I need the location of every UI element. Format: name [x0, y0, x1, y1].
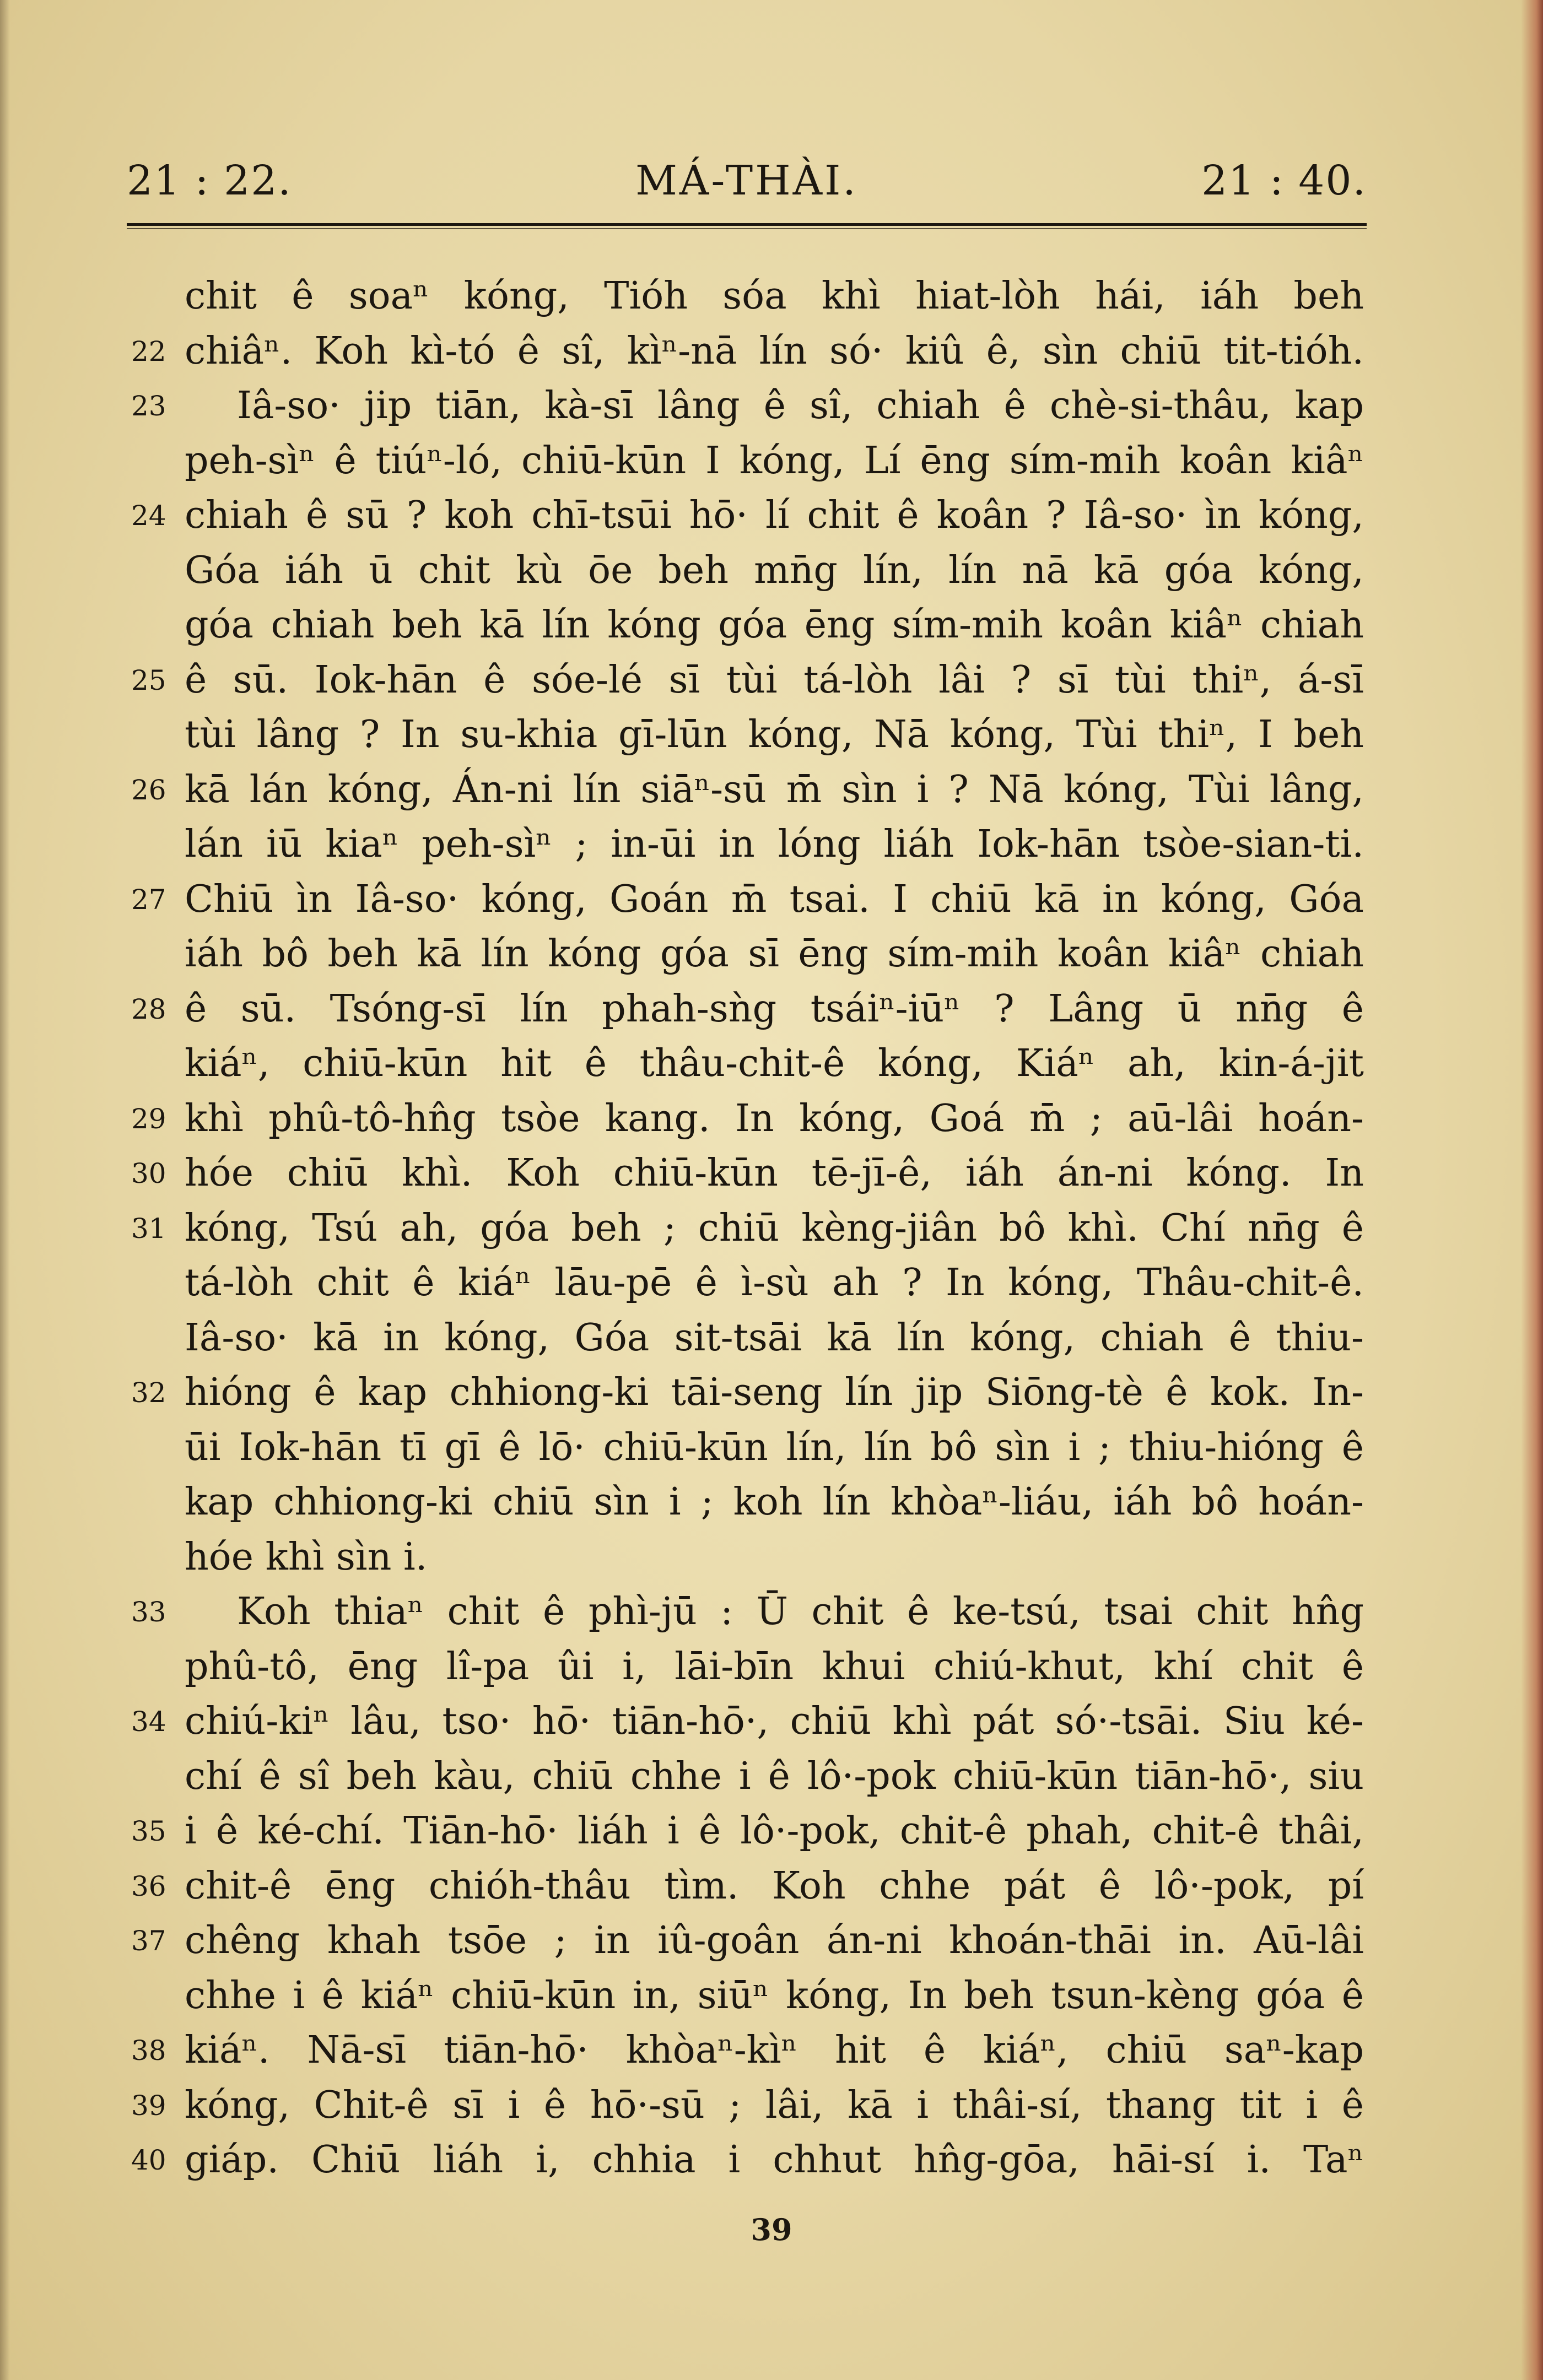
text-line: chhe i ê kiáⁿ chiū-kūn in, siūⁿ kóng, In beh tsun-kèng góa ê	[185, 1974, 1364, 2017]
text-line: iáh bô beh kā lín kóng góa sī ēng sím-mih koân kiâⁿ chiah	[185, 932, 1364, 976]
verse-number	[131, 1421, 181, 1476]
text-line: lán iū kiaⁿ peh-sìⁿ ; in-ūi in lóng liáh Iok-hān tsòe-sian-ti.	[185, 823, 1364, 866]
page-edge	[1521, 0, 1543, 2380]
verse-number	[131, 1750, 181, 1805]
verse-number: 30	[131, 1157, 166, 1189]
text-line: chiah ê sū ? koh chī-tsūi hō· lí chit ê koân ? Iâ-so· ìn kóng,	[185, 494, 1364, 537]
verse-number: 28	[131, 993, 166, 1025]
verse-number: 32	[131, 1377, 166, 1409]
verse-number	[131, 1531, 181, 1586]
verse-number: 31	[131, 1213, 166, 1245]
verse-number: 26	[131, 774, 166, 806]
verse-number: 23	[131, 390, 166, 422]
verse-number	[131, 544, 181, 599]
text-line: tá-lòh chit ê kiáⁿ lāu-pē ê ì-sù ah ? In kóng, Thâu-chit-ê.	[185, 1261, 1364, 1305]
text-line: ê sū. Iok-hān ê sóe-lé sī tùi tá-lòh lâi ? sī tùi thiⁿ, á-sī	[185, 658, 1364, 702]
text-line: hóe khì sìn i.	[185, 1535, 428, 1579]
text-line: kiáⁿ. Nā-sī tiān-hō· khòaⁿ-kìⁿ hit ê kiáⁿ, chiū saⁿ-kap	[185, 2029, 1364, 2072]
verse-number	[131, 1641, 181, 1696]
page-number: 39	[751, 2212, 792, 2247]
verse-number	[131, 1312, 181, 1367]
verse-number: 25	[131, 664, 166, 696]
verse-number: 39	[131, 2090, 166, 2122]
verse-number	[131, 1037, 181, 1092]
verse-number	[131, 599, 181, 654]
verse-number	[131, 1257, 181, 1312]
page-gutter-shadow	[0, 0, 10, 2380]
header-book-title: MÁ-THÀI.	[635, 157, 858, 204]
text-line: hóe chiū khì. Koh chiū-kūn tē-jī-ê, iáh án-ni kóng. In	[185, 1151, 1364, 1195]
text-line: kiáⁿ, chiū-kūn hit ê thâu-chit-ê kóng, Kiáⁿ ah, kin-á-jit	[185, 1042, 1364, 1085]
verse-number	[131, 1970, 181, 2025]
verse-number: 36	[131, 1870, 166, 1902]
text-line: chiâⁿ. Koh kì-tó ê sî, kìⁿ-nā lín só· kiû ê, sìn chiū tit-tióh.	[185, 329, 1364, 373]
verse-number	[131, 270, 181, 325]
text-line: kā lán kóng, Án-ni lín siāⁿ-sū m̄ sìn i ? Nā kóng, Tùi lâng,	[185, 768, 1364, 812]
text-line: kóng, Tsú ah, góa beh ; chiū kèng-jiân bô khì. Chí nn̄g ê	[185, 1207, 1364, 1250]
text-line: chêng khah tsōe ; in iû-goân án-ni khoán-thāi in. Aū-lâi	[185, 1919, 1364, 1962]
text-line: chit ê soaⁿ kóng, Tióh sóa khì hiat-lòh hái, iáh beh	[185, 274, 1364, 318]
text-line: góa chiah beh kā lín kóng góa ēng sím-mih koân kiâⁿ chiah	[185, 603, 1364, 647]
text-line: Góa iáh ū chit kù ōe beh mn̄g lín, lín nā kā góa kóng,	[185, 549, 1364, 592]
text-line: i ê ké-chí. Tiān-hō· liáh i ê lô·-pok, chit-ê phah, chit-ê thâi,	[185, 1809, 1364, 1853]
text-line: Koh thiaⁿ chit ê phì-jū : Ū chit ê ke-tsú, tsai chit hn̂g	[237, 1590, 1364, 1633]
header-rule	[127, 223, 1367, 226]
verse-number: 38	[131, 2035, 166, 2067]
verse-number	[131, 708, 181, 764]
header-left-reference: 21 : 22.	[127, 157, 292, 204]
running-header	[127, 157, 1367, 212]
verse-number	[131, 1476, 181, 1531]
text-line: chí ê sî beh kàu, chiū chhe i ê lô·-pok chiū-kūn tiān-hō·, siu	[185, 1755, 1364, 1798]
verse-number	[131, 818, 181, 873]
text-line: giáp. Chiū liáh i, chhia i chhut hn̂g-gōa, hāi-sí i. Taⁿ	[185, 2138, 1364, 2182]
verse-number: 33	[131, 1596, 166, 1628]
text-line: chit-ê ēng chióh-thâu tìm. Koh chhe pát ê lô·-pok, pí	[185, 1864, 1364, 1908]
text-line: kap chhiong-ki chiū sìn i ; koh lín khòaⁿ-liáu, iáh bô hoán-	[185, 1480, 1364, 1524]
text-line: Chiū ìn Iâ-so· kóng, Goán m̄ tsai. I chiū kā in kóng, Góa	[185, 878, 1364, 921]
text-line: chiú-kiⁿ lâu, tso· hō· tiān-hō·, chiū khì pát só·-tsāi. Siu ké-	[185, 1700, 1364, 1743]
verse-number	[131, 435, 181, 490]
text-line: tùi lâng ? In su-khia gī-lūn kóng, Nā kóng, Tùi thiⁿ, I beh	[185, 713, 1364, 756]
text-line: hióng ê kap chhiong-ki tāi-seng lín jip Siōng-tè ê kok. In-	[185, 1371, 1364, 1414]
text-line: ūi Iok-hān tī gī ê lō· chiū-kūn lín, lín bô sìn i ; thiu-hióng ê	[185, 1426, 1364, 1469]
text-line: Iâ-so· jip tiān, kà-sī lâng ê sî, chiah ê chè-si-thâu, kap	[237, 384, 1364, 428]
verse-number: 40	[131, 2144, 166, 2176]
text-line: Iâ-so· kā in kóng, Góa sit-tsāi kā lín kóng, chiah ê thiu-	[185, 1316, 1364, 1360]
text-line: peh-sìⁿ ê tiúⁿ-ló, chiū-kūn I kóng, Lí ēng sím-mih koân kiâⁿ	[185, 439, 1364, 483]
text-line: ê sū. Tsóng-sī lín phah-sǹg tsáiⁿ-iūⁿ ? Lâng ū nn̄g ê	[185, 987, 1364, 1031]
verse-number: 37	[131, 1925, 166, 1957]
verse-number: 35	[131, 1815, 166, 1847]
verse-number: 34	[131, 1706, 166, 1738]
text-line: kóng, Chit-ê sī i ê hō·-sū ; lâi, kā i thâi-sí, thang tit i ê	[185, 2084, 1364, 2127]
header-rule-thin	[127, 228, 1367, 229]
verse-number: 22	[131, 336, 166, 367]
verse-number: 27	[131, 884, 166, 916]
text-line: khì phû-tô-hn̂g tsòe kang. In kóng, Goá m̄ ; aū-lâi hoán-	[185, 1097, 1364, 1140]
verse-number: 29	[131, 1103, 166, 1135]
header-right-reference: 21 : 40.	[1201, 157, 1367, 204]
verse-number: 24	[131, 500, 166, 532]
text-line: phû-tô, ēng lî-pa ûi i, lāi-bīn khui chiú-khut, khí chit ê	[185, 1645, 1364, 1689]
verse-number	[131, 928, 181, 983]
